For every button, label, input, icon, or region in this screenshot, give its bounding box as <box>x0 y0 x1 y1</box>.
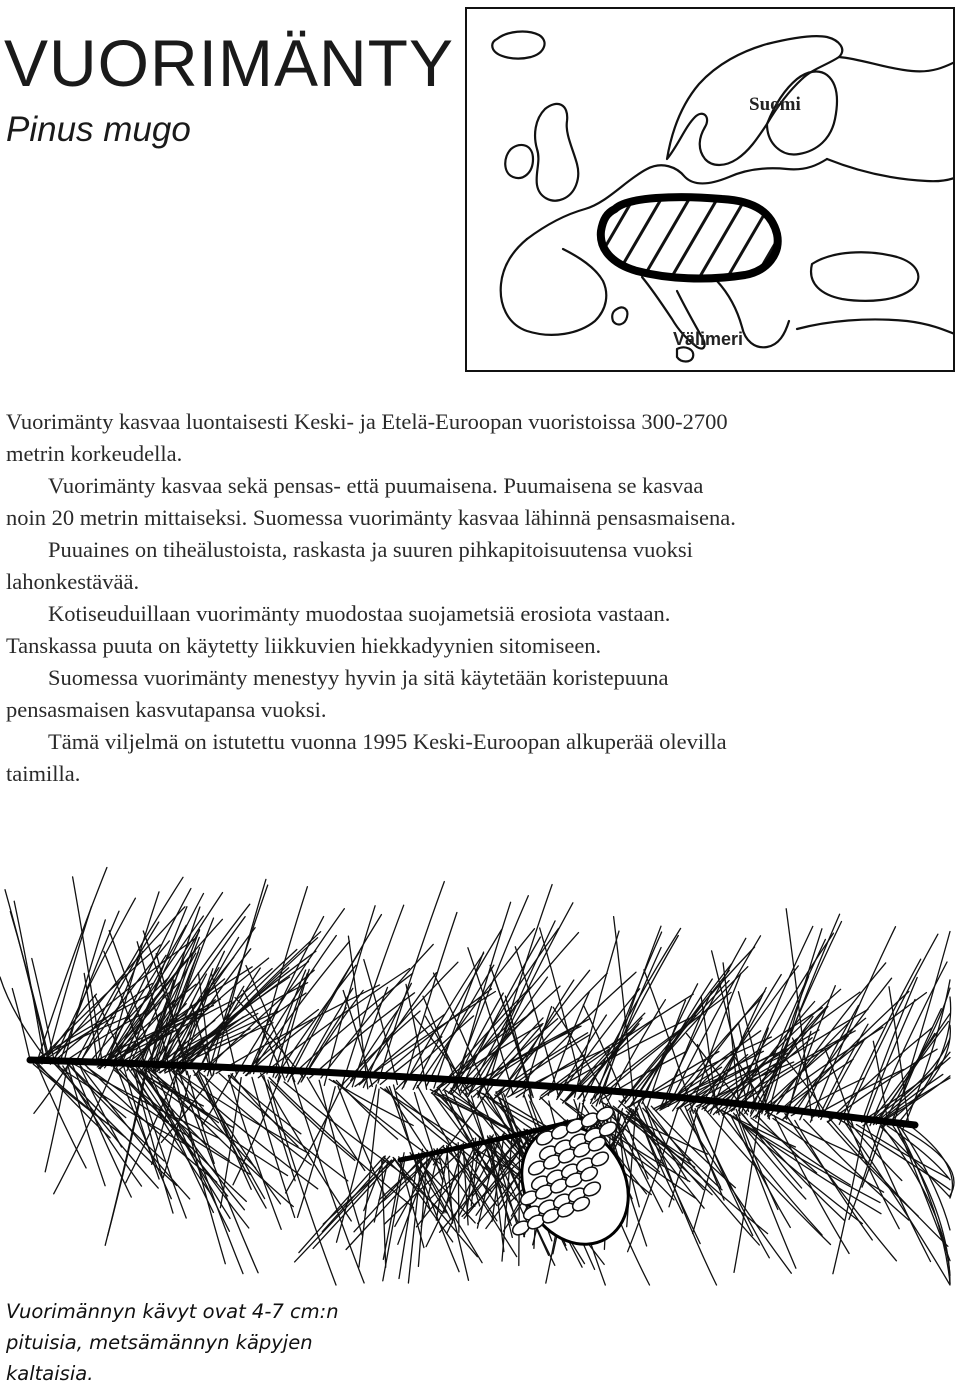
paragraph-finland-use: Suomessa vuorimänty menestyy hyvin ja sitä käytetään koristepuuna pensasmaisen kasvutapansa vuoksi. <box>6 665 669 722</box>
paragraph-plantation: Tämä viljelmä on istutettu vuonna 1995 Keski-Euroopan alkuperää olevilla taimilla. <box>6 729 727 786</box>
description-text <box>6 406 746 850</box>
map-label-finland: Suomi <box>749 94 801 115</box>
paragraph-protective-use: Kotiseuduillaan vuorimänty muodostaa suojametsiä erosiota vastaan. Tanskassa puuta on käytetty liikkuvien hiekkadyynien sitomiseen. <box>6 601 671 658</box>
paragraph-growth-form: Vuorimänty kasvaa sekä pensas- että puumaisena. Puumaisena se kasvaa noin 20 metrin mittaiseksi. Suomessa vuorimänty kasvaa lähinnä pensasmaisena. <box>6 473 736 530</box>
pine-cone-illustration <box>501 1104 650 1263</box>
page-title: VUORIMÄNTY <box>4 26 455 100</box>
pine-branch-illustration <box>0 860 960 1290</box>
illustration-caption: Vuorimännyn kävyt ovat 4-7 cm:n pituisia, metsämännyn käpyjen kaltaisia. <box>6 1300 339 1385</box>
scientific-name: Pinus mugo <box>6 110 191 149</box>
paragraph-wood: Puuaines on tiheälustoista, raskasta ja suuren pihkapitoisuutensa vuoksi lahonkestävää. <box>6 537 693 594</box>
map-label-mediterranean: Välimeri <box>673 329 744 349</box>
paragraph-distribution: Vuorimänty kasvaa luontaisesti Keski- ja Etelä-Euroopan vuoristoissa 300-2700 metrin korkeudella. <box>6 409 728 466</box>
europe-outline-map <box>467 9 955 372</box>
distribution-map <box>465 7 955 372</box>
